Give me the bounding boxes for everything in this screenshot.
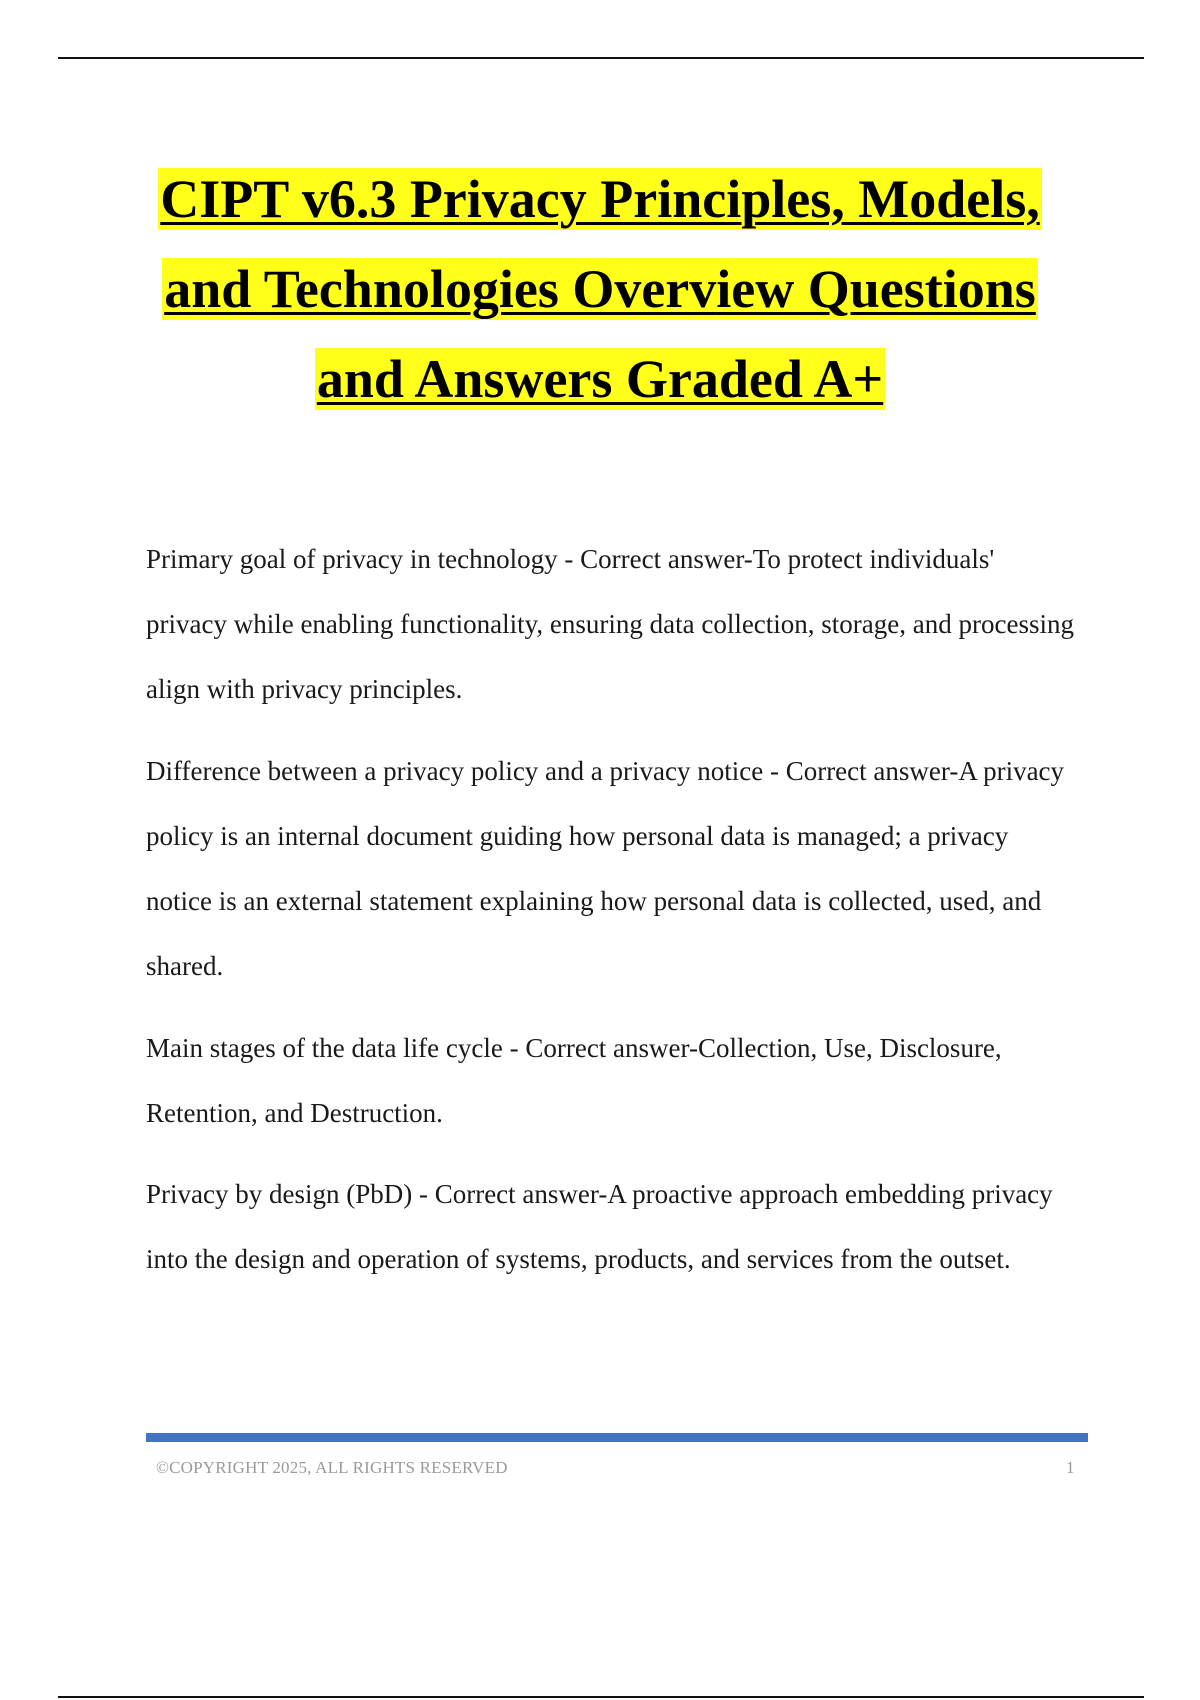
qa-entry-data-life-cycle: Main stages of the data life cycle - Correct answer-Collection, Use, Disclosure, Retention, and Destruction. [146,1033,1002,1128]
title-text-2: and Technologies Overview Questions [164,259,1036,319]
qa-entry-policy-vs-notice: Difference between a privacy policy and a privacy notice - Correct answer-A privacy policy is an internal document guiding how personal data is managed; a privacy notice is an external statement explaining how personal data is collected, used, and shared. [146,756,1065,981]
footer-copyright: ©COPYRIGHT 2025, ALL RIGHTS RESERVED [156,1458,508,1477]
document-title [0,168,1200,438]
title-line-2 [0,258,1200,348]
footer-page-number: 1 [1066,1458,1075,1477]
title-line-1 [0,168,1200,258]
title-text-1: CIPT v6.3 Privacy Principles, Models, [160,169,1040,229]
qa-entry-privacy-by-design: Privacy by design (PbD) - Correct answer-A proactive approach embedding privacy into the design and operation of systems, products, and services from the outset. [146,1179,1053,1274]
title-text-3: and Answers Graded A+ [316,349,884,409]
title-line-3 [0,348,1200,438]
top-rule [58,57,1144,59]
footer-divider-bar [146,1433,1088,1442]
bottom-rule [58,1696,1144,1698]
qa-entry-primary-goal: Primary goal of privacy in technology - Correct answer-To protect individuals' privacy while enabling functionality, ensuring data collection, storage, and processing align with privacy principles. [146,544,1074,704]
